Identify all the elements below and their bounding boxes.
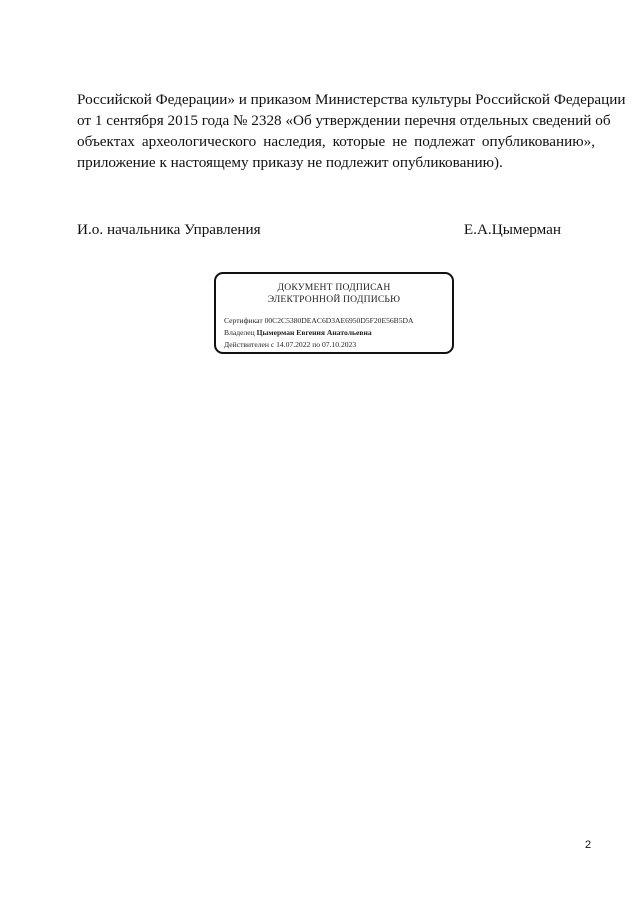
body-text-line: приложение к настоящему приказу не подлежит опубликованию). — [77, 154, 503, 171]
stamp-title-line: ЭЛЕКТРОННОЙ ПОДПИСЬЮ — [267, 293, 401, 305]
page-number: 2 — [585, 839, 592, 851]
body-paragraph — [77, 89, 626, 173]
stamp-validity: Действителен с 14.07.2022 по 07.10.2023 — [224, 340, 357, 349]
stamp-title — [216, 282, 452, 305]
certificate-value: 00C2C5380DEAC6D3AE6950D5F20E56B5DA — [264, 316, 414, 325]
stamp-certificate — [224, 316, 414, 326]
signatory-name: Е.А.Цымерман — [463, 221, 561, 238]
signatory-position: И.о. начальника Управления — [77, 221, 261, 238]
body-text-line: Российской Федерации» и приказом Министерства культуры Российской Федерации — [77, 91, 626, 108]
owner-label: Владелец — [224, 328, 255, 337]
stamp-owner — [224, 328, 372, 338]
body-text-line: объектах археологического наследия, которые не подлежат опубликованию», — [77, 133, 595, 150]
body-text-line: от 1 сентября 2015 года № 2328 «Об утверждении перечня отдельных сведений об — [77, 112, 611, 129]
stamp-title-line: ДОКУМЕНТ ПОДПИСАН — [277, 282, 391, 293]
certificate-label: Сертификат — [224, 316, 263, 325]
owner-value: Цымерман Евгения Анатольевна — [256, 328, 372, 337]
electronic-signature-stamp — [214, 272, 454, 354]
